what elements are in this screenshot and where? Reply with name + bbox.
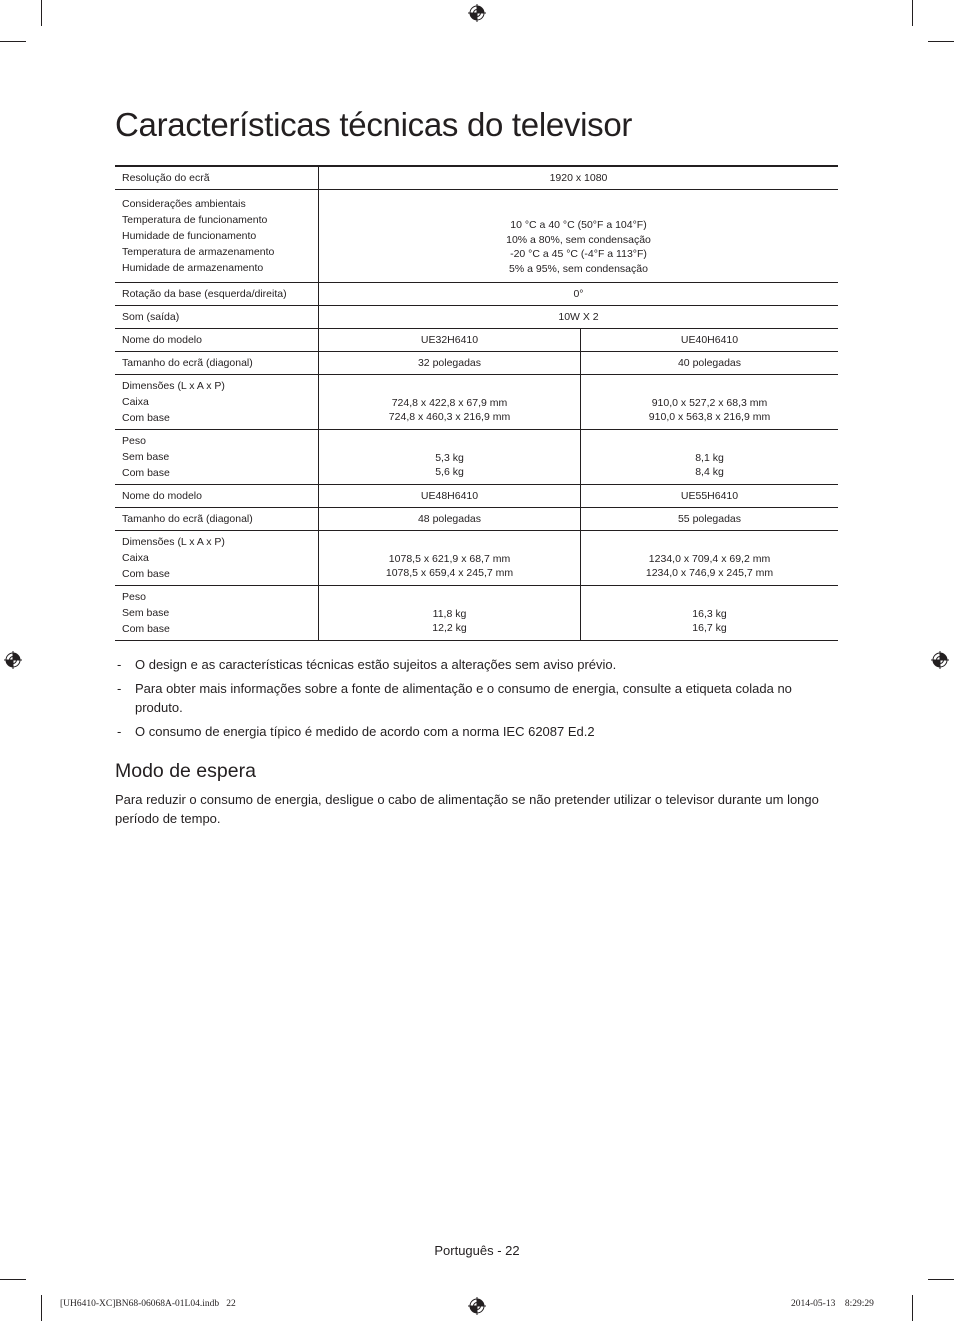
crop-mark	[912, 1295, 913, 1321]
label-line: Dimensões (L x A x P)	[122, 380, 225, 392]
table-row	[115, 306, 838, 329]
label-line: Sem base	[122, 451, 170, 463]
list-item	[117, 655, 817, 674]
crop-mark	[41, 1295, 42, 1321]
value-line: 724,8 x 460,3 x 216,9 mm	[388, 411, 511, 423]
notes-list	[117, 655, 817, 746]
row-label: Nome do modelo	[115, 329, 319, 352]
table-row	[115, 352, 838, 375]
row-label: Tamanho do ecrã (diagonal)	[115, 352, 319, 375]
label-line: Com base	[122, 412, 170, 424]
dimensions	[581, 531, 839, 586]
row-label	[115, 586, 319, 641]
screen-size: 55 polegadas	[581, 508, 839, 531]
crop-mark	[41, 0, 42, 26]
dimensions	[319, 375, 581, 430]
label-line: Caixa	[122, 552, 149, 564]
label-line: Humidade de funcionamento	[122, 230, 257, 242]
label-line: Considerações ambientais	[122, 198, 246, 210]
screen-size: 32 polegadas	[319, 352, 581, 375]
row-label	[115, 375, 319, 430]
value-line: 5% a 95%, sem condensação	[509, 262, 648, 275]
screen-size: 48 polegadas	[319, 508, 581, 531]
table-row	[115, 508, 838, 531]
label-line: Caixa	[122, 396, 149, 408]
label-line: Dimensões (L x A x P)	[122, 536, 225, 548]
value-line: 1078,5 x 659,4 x 245,7 mm	[385, 567, 514, 579]
table-row	[115, 190, 838, 283]
value-line: 1078,5 x 621,9 x 68,7 mm	[388, 552, 511, 565]
print-slug-left: [UH6410-XC]BN68-06068A-01L04.indb 22	[60, 1299, 236, 1309]
crop-mark	[928, 41, 954, 42]
spec-table	[115, 165, 838, 641]
label-line: Peso	[122, 435, 146, 447]
value-line: 724,8 x 422,8 x 67,9 mm	[391, 396, 508, 409]
table-row	[115, 329, 838, 352]
model-name: UE40H6410	[581, 329, 839, 352]
row-label	[115, 190, 319, 283]
row-value	[319, 190, 839, 283]
row-label: Resolução do ecrã	[115, 166, 319, 190]
crop-mark	[912, 0, 913, 26]
row-label: Tamanho do ecrã (diagonal)	[115, 508, 319, 531]
registration-mark-icon	[468, 1297, 486, 1315]
bullet-dash: -	[117, 657, 122, 672]
bullet-dash: -	[117, 681, 122, 696]
row-value: 0°	[319, 283, 839, 306]
model-name: UE55H6410	[581, 485, 839, 508]
value-line: 1234,0 x 746,9 x 245,7 mm	[645, 567, 774, 579]
weight	[319, 430, 581, 485]
dimensions	[319, 531, 581, 586]
table-row	[115, 586, 838, 641]
value-line: 10 °C a 40 °C (50°F a 104°F)	[510, 219, 647, 231]
label-line: Com base	[122, 467, 170, 479]
value-line: 910,0 x 563,8 x 216,9 mm	[648, 411, 771, 423]
crop-mark	[0, 1279, 26, 1280]
page-footer: Português - 22	[434, 1243, 520, 1258]
row-value: 10W X 2	[319, 306, 839, 329]
bullet-dash: -	[117, 724, 122, 739]
table-row	[115, 430, 838, 485]
table-row	[115, 166, 838, 190]
weight	[319, 586, 581, 641]
standby-paragraph: Para reduzir o consumo de energia, desligue o cabo de alimentação se não pretender utilizar o televisor durante um longo período de tempo.	[115, 792, 819, 826]
value-line: 5,3 kg	[435, 451, 464, 464]
label-line: Peso	[122, 591, 146, 603]
note-text: O design e as características técnicas estão sujeitos a alterações sem aviso prévio.	[135, 657, 617, 672]
screen-size: 40 polegadas	[581, 352, 839, 375]
label-line: Temperatura de funcionamento	[122, 214, 268, 226]
note-text: Para obter mais informações sobre a fonte de alimentação e o consumo de energia, consulte a etiqueta colada no produto.	[135, 681, 792, 715]
value-line: 10% a 80%, sem condensação	[506, 233, 651, 246]
table-row	[115, 485, 838, 508]
print-slug-right: 2014-05-13 ​ 8:29:29	[791, 1299, 874, 1309]
registration-mark-icon	[931, 651, 949, 669]
row-label: Nome do modelo	[115, 485, 319, 508]
table-row	[115, 283, 838, 306]
crop-mark	[0, 41, 26, 42]
registration-mark-icon	[468, 4, 486, 22]
row-label: Som (saída)	[115, 306, 319, 329]
row-label	[115, 531, 319, 586]
label-line: Humidade de armazenamento	[122, 262, 264, 274]
value-line: 16,3 kg	[692, 607, 727, 620]
value-line: 1234,0 x 709,4 x 69,2 mm	[648, 552, 771, 565]
weight	[581, 430, 839, 485]
model-name: UE32H6410	[319, 329, 581, 352]
note-text: O consumo de energia típico é medido de acordo com a norma IEC 62087 Ed.2	[135, 724, 595, 739]
list-item	[117, 722, 817, 741]
value-line: 8,4 kg	[695, 466, 724, 478]
weight	[581, 586, 839, 641]
label-line: Temperatura de armazenamento	[122, 246, 275, 258]
list-item	[117, 679, 817, 717]
label-line: Com base	[122, 568, 170, 580]
label-line: Com base	[122, 623, 170, 635]
value-line: 12,2 kg	[432, 622, 467, 634]
model-name: UE48H6410	[319, 485, 581, 508]
row-label: Rotação da base (esquerda/direita)	[115, 283, 319, 306]
value-line: 910,0 x 527,2 x 68,3 mm	[651, 396, 768, 409]
page-title: Características técnicas do televisor	[115, 106, 633, 143]
registration-mark-icon	[4, 651, 22, 669]
value-line: -20 °C a 45 °C (-4°F a 113°F)	[510, 248, 647, 260]
value-line: 11,8 kg	[432, 607, 467, 620]
table-row	[115, 531, 838, 586]
crop-mark	[928, 1279, 954, 1280]
row-label	[115, 430, 319, 485]
section-heading: Modo de espera	[115, 760, 256, 782]
dimensions	[581, 375, 839, 430]
value-line: 16,7 kg	[692, 622, 727, 634]
row-value: 1920 x 1080	[319, 166, 839, 190]
label-line: Sem base	[122, 607, 170, 619]
value-line: 8,1 kg	[695, 451, 724, 464]
table-row	[115, 375, 838, 430]
value-line: 5,6 kg	[435, 466, 464, 478]
